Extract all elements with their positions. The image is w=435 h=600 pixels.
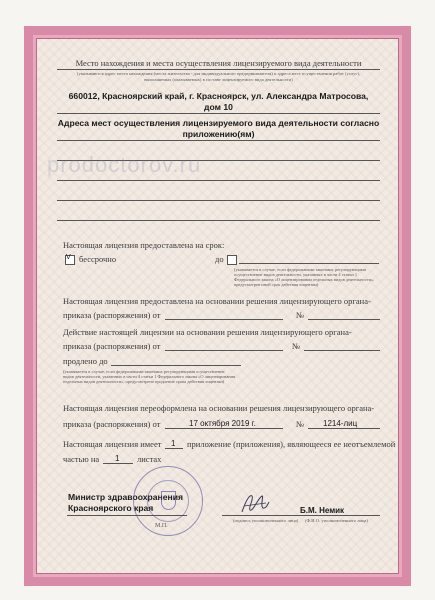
extended-line-1: Действие настоящей лицензии на основании решения лицензирующего органа- [63, 327, 352, 337]
blank-line-3 [57, 200, 380, 201]
places-line-1: Адреса мест осуществления лицензируемого вида деятельности согласно [57, 118, 380, 128]
blank-line-2 [57, 180, 380, 181]
appendix-text-a: Настоящая лицензия имеет [63, 439, 162, 449]
basis-line-1: Настоящая лицензия предоставлена на основании решения лицензирующего органа- [63, 296, 371, 306]
signer-name: Б.М. Немик [300, 506, 345, 515]
signature-caption: (подпись уполномоченного лица) [233, 518, 299, 523]
reissued-number-line [308, 428, 380, 429]
term-note-3: Федерального закона «О лицензировании отдельных видов деятельности», [234, 277, 375, 282]
extended-line-2: приказа (распоряжения) от [63, 341, 161, 351]
signer-position-2: Красноярского края [68, 503, 154, 513]
extended-note-1: (указывается в случае, если федеральными законами, регулирующими осуществление [63, 369, 225, 374]
indefinite-label: бессрочно [79, 254, 117, 264]
reissued-date-line [165, 428, 283, 429]
handwritten-signature [238, 490, 272, 516]
until-label: до [215, 254, 224, 264]
document-body [36, 38, 399, 574]
basis-number-line [308, 319, 380, 320]
watermark: prodoctorov.ru [47, 152, 202, 177]
until-checkbox [227, 255, 237, 265]
extended-number-line [304, 350, 380, 351]
address-line-1: 660012, Красноярский край, г. Красноярск, ул. Александра Матросова, [68, 91, 369, 101]
appendix-sheets: 1 [115, 454, 120, 463]
reissued-line-2: приказа (распоряжения) от [63, 419, 161, 429]
extended-date-line [165, 350, 283, 351]
extended-until-line [111, 365, 241, 366]
appendix-parts-a: частью на [63, 454, 100, 464]
until-date-line [239, 263, 379, 264]
header-note-2: выполняемых (оказываемых) в составе лицензируемого вида деятельности) [144, 77, 293, 82]
extended-note-3: отдельных видов деятельности», предусмотрено продление срока действия лицензии) [63, 379, 225, 384]
places-underline [57, 140, 380, 141]
reissued-number-sign: № [296, 419, 305, 429]
extended-note-2: видов деятельности, указанных в части 4 статьи 1 Федерального закона «О лицензировании [63, 374, 236, 379]
basis-line-2: приказа (распоряжения) от [63, 310, 161, 320]
signer-position-1: Министр здравоохранения [68, 492, 184, 502]
address-line-2: дом 10 [204, 102, 233, 112]
stamp-label: М.П. [155, 523, 168, 529]
reissued-line-1: Настоящая лицензия переоформлена на основании решения лицензирующего органа- [63, 403, 375, 413]
basis-date-line [165, 319, 283, 320]
term-note-4: предусмотрен иной срок действия лицензии) [234, 282, 319, 287]
appendix-count: 1 [171, 439, 176, 448]
term-label: Настоящая лицензия предоставлена на срок: [63, 240, 225, 250]
header-note-1: (указываются адрес места нахождения (места жительства - для индивидуального предпринимателя) и адреса мест осуществления работ (услуг), [76, 71, 361, 76]
term-note-1: (указывается в случае, если федеральными законами, регулирующими [234, 267, 366, 272]
name-underline [292, 515, 380, 516]
header-title: Место нахождения и места осуществления лицензируемого вида деятельности [75, 58, 362, 68]
name-caption: (Ф.И.О. уполномоченного лица) [305, 518, 368, 523]
places-line-2: приложению(ям) [182, 129, 255, 139]
extended-line-3: продлено до [63, 356, 108, 366]
checkbox-mark: V [66, 254, 71, 261]
appendix-count-line [165, 448, 183, 449]
appendix-text-b: приложение (приложения), являющееся ее неотъемлемой [187, 439, 396, 449]
blank-line-4 [57, 220, 380, 221]
basis-number-sign: № [296, 310, 305, 320]
extended-number-sign: № [292, 341, 301, 351]
header-underline [57, 69, 380, 70]
reissued-date: 17 октября 2019 г. [189, 419, 256, 428]
coat-of-arms-icon [161, 491, 176, 510]
address-underline [57, 113, 380, 114]
term-note-2: осуществление видов деятельности, указанных в части 4 статьи 1 [234, 272, 358, 277]
reissued-number: 1214-лиц [323, 419, 358, 428]
appendix-parts-b: листах [137, 454, 162, 464]
appendix-sheets-line [103, 463, 133, 464]
